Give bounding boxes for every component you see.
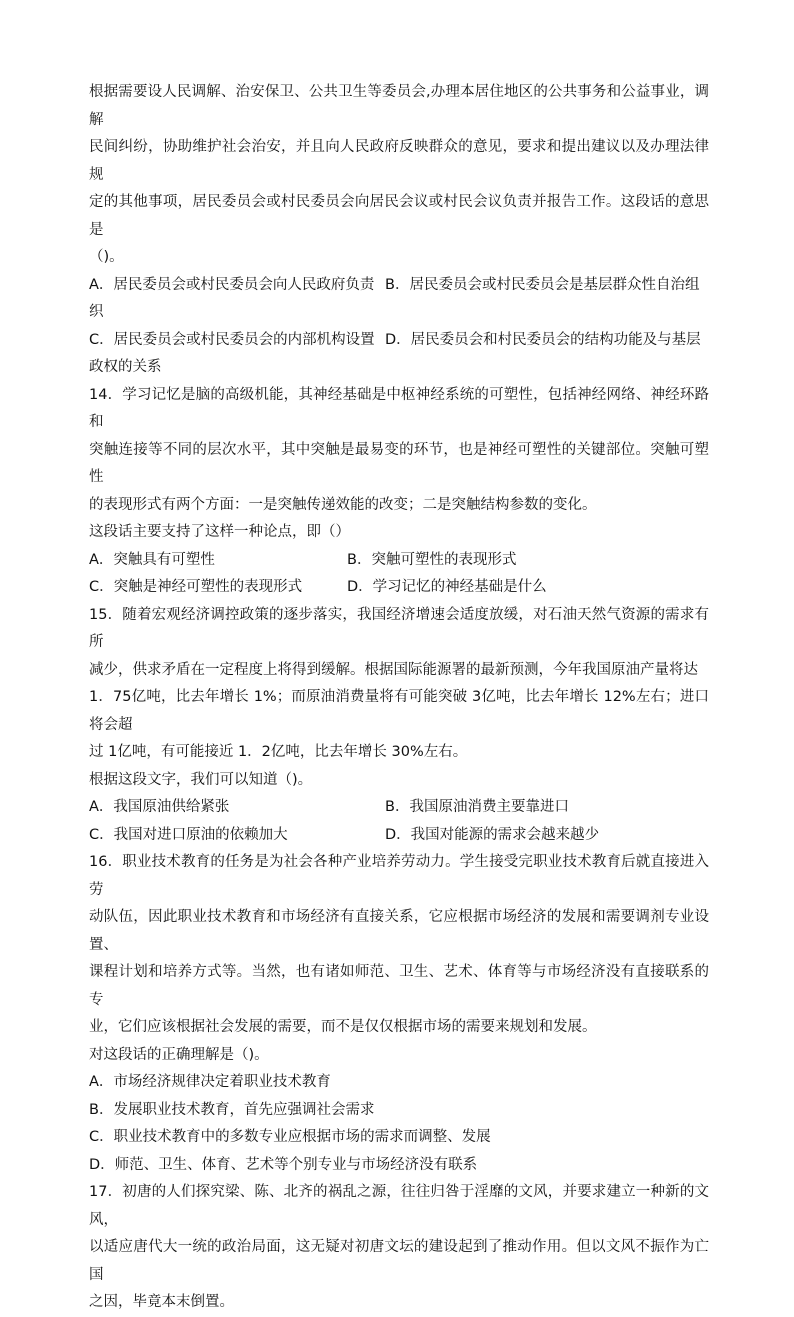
question-17-line: 17．初唐的人们探究梁、陈、北齐的祸乱之源，往往归咎于淫靡的文风，并要求建立一种新的文风， (89, 1184, 709, 1228)
option-c: C．职业技术教育中的多数专业应根据市场的需求而调整、发展 (89, 1129, 491, 1145)
question-17 (89, 1179, 709, 1317)
question-15-options-row (89, 794, 709, 822)
question-14-line: 这段话主要支持了这样一种论点，即（） (89, 524, 350, 540)
question-16-line: 16．职业技术教育的任务是为社会各种产业培养劳动力。学生接受完职业技术教育后就直接进入劳 (89, 854, 709, 898)
question-14 (89, 382, 709, 602)
question-14-options-row (89, 547, 709, 575)
option-c: C．突触是神经可塑性的表现形式 (89, 579, 303, 595)
option-d: D．师范、卫生、体育、艺术等个别专业与市场经济没有联系 (89, 1156, 478, 1173)
question-14-options-row (89, 574, 709, 602)
question-13-line: （)。 (89, 249, 124, 265)
option-b: B．突触可塑性的表现形式 (347, 551, 517, 568)
option-b: B．发展职业技术教育，首先应强调社会需求 (89, 1101, 375, 1118)
question-13-line: 定的其他事项，居民委员会或村民委员会向居民会议或村民会议负责并报告工作。这段话的意思是 (89, 194, 709, 238)
option-b: B．居民委员会或村民委员会是基层群众性自治组 (385, 276, 700, 293)
question-16 (89, 849, 709, 1179)
question-16-line: 动队伍，因此职业技术教育和市场经济有直接关系，它应根据市场经济的发展和需要调剂专业设置、 (89, 909, 709, 953)
question-17-line: 之因，毕竟本末倒置。 (89, 1294, 234, 1310)
question-17-line: 以适应唐代大一统的政治局面，这无疑对初唐文坛的建设起到了推动作用。但以文风不振作为亡国 (89, 1239, 709, 1283)
option-d: D．学习记忆的神经基础是什么 (347, 579, 547, 595)
exam-content (89, 79, 709, 1317)
question-15 (89, 602, 709, 850)
question-13-options-row (89, 354, 709, 382)
question-15-line: 15．随着宏观经济调控政策的逐步落实，我国经济增速会适度放缓，对石油天然气资源的需求有所 (89, 606, 709, 650)
question-14-line: 的表现形式有两个方面：一是突触传递效能的改变；二是突触结构参数的变化。 (89, 496, 597, 513)
question-15-line: 根据这段文字，我们可以知道（)。 (89, 771, 313, 788)
option-a: A．市场经济规律决定着职业技术教育 (89, 1074, 331, 1090)
option-a: A．我国原油供给紧张 (89, 799, 230, 815)
question-14-line: 14．学习记忆是脑的高级机能，其神经基础是中枢神经系统的可塑性，包括神经网络、神经环路和 (89, 386, 709, 430)
question-15-options-row (89, 822, 709, 850)
question-14-line: 突触连接等不同的层次水平，其中突触是最易变的环节，也是神经可塑性的关键部位。突触可塑性 (89, 441, 709, 485)
option-c: C．我国对进口原油的依赖加大 (89, 826, 288, 843)
question-16-line: 课程计划和培养方式等。当然，也有诸如师范、卫生、艺术、体育等与市场经济没有直接联系的专 (89, 964, 709, 1008)
question-15-line: 减少，供求矛盾在一定程度上将得到缓解。根据国际能源署的最新预测，今年我国原油产量将达 (89, 661, 698, 678)
option-c: C．居民委员会或村民委员会的内部机构设置 (89, 331, 375, 348)
option-b: B．我国原油消费主要靠进口 (385, 799, 569, 815)
question-13-line: 民间纠纷，协助维护社会治安，并且向人民政府反映群众的意见，要求和提出建议以及办理法律规 (89, 139, 709, 183)
question-15-line: 过 1亿吨，有可能接近 1．2亿吨，比去年增长 30%左右。 (89, 744, 468, 760)
option-b-continued: 织 (89, 304, 104, 320)
question-15-line: 1．75亿吨，比去年增长 1%；而原油消费量将有可能突破 3亿吨，比去年增长 12%左右；进口将会超 (89, 689, 709, 733)
question-13-options-row (89, 272, 709, 300)
option-a: A．突触具有可塑性 (89, 551, 215, 568)
question-13-options-row (89, 299, 709, 327)
question-13-options-row (89, 327, 709, 355)
question-16-line: 业，它们应该根据社会发展的需要，而不是仅仅根据市场的需要来规划和发展。 (89, 1019, 597, 1035)
option-d: D．我国对能源的需求会越来越少 (385, 826, 600, 843)
question-16-line: 对这段话的正确理解是（)。 (89, 1046, 269, 1063)
option-d-continued: 政权的关系 (89, 359, 162, 375)
option-d: D．居民委员会和村民委员会的结构功能及与基层 (385, 331, 701, 348)
question-13 (89, 79, 709, 382)
option-a: A．居民委员会或村民委员会向人民政府负责 (89, 276, 375, 293)
question-13-line: 根据需要设人民调解、治安保卫、公共卫生等委员会,办理本居住地区的公共事务和公益事业，调解 (89, 84, 709, 128)
